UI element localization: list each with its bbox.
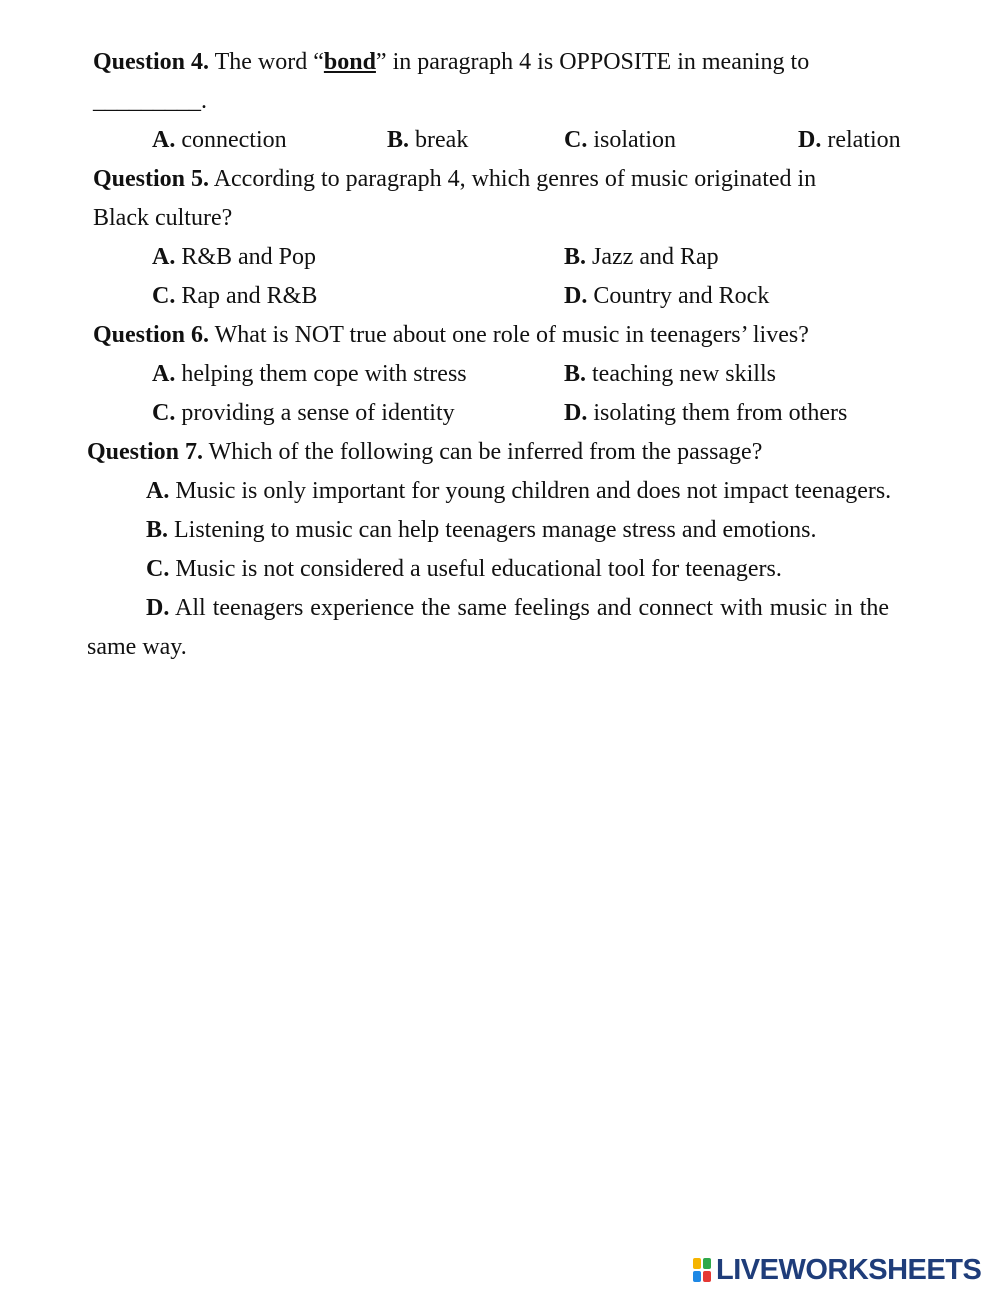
option-letter: C.	[564, 127, 588, 153]
question-6-text: What is NOT true about one role of music in teenagers’ lives?	[209, 322, 809, 348]
liveworksheets-logo-icon	[692, 1257, 712, 1283]
option-text: providing a sense of identity	[175, 400, 455, 426]
question-5-text: According to paragraph 4, which genres of music originated in	[209, 166, 817, 192]
option-letter: A.	[146, 478, 170, 504]
question-4-keyword: bond	[323, 49, 376, 75]
option-letter: A.	[152, 361, 176, 387]
option-letter: D.	[564, 400, 588, 426]
option-letter: D.	[798, 127, 822, 153]
option-letter: D.	[146, 595, 170, 621]
logo-square	[703, 1271, 711, 1282]
question-4-option-c[interactable]	[564, 125, 676, 155]
option-letter: B.	[146, 517, 169, 543]
question-4-option-d[interactable]	[798, 125, 901, 155]
option-text: All teenagers experience the same feelings and connect with music in the	[169, 595, 890, 621]
option-letter: D.	[564, 283, 588, 309]
option-text: helping them cope with stress	[175, 361, 467, 387]
option-text: R&B and Pop	[175, 244, 317, 270]
option-letter: C.	[152, 283, 176, 309]
option-text: connection	[175, 127, 287, 153]
logo-square	[703, 1258, 711, 1269]
option-text: isolation	[587, 127, 677, 153]
option-text: relation	[821, 127, 901, 153]
option-letter: A.	[152, 244, 176, 270]
question-4-option-b[interactable]	[387, 125, 468, 155]
logo-square	[693, 1258, 701, 1269]
question-5-option-b[interactable]	[564, 242, 719, 272]
liveworksheets-logo	[692, 1254, 981, 1286]
option-letter: B.	[564, 244, 587, 270]
question-4-text-after: ” in paragraph 4 is OPPOSITE in meaning to	[375, 49, 810, 75]
option-text: Rap and R&B	[175, 283, 318, 309]
question-5-label: Question 5.	[93, 166, 210, 192]
option-letter: B.	[387, 127, 410, 153]
question-4-blank: _________.	[93, 88, 207, 114]
option-text: Music is not considered a useful educational tool for teenagers.	[169, 556, 782, 582]
logo-square	[693, 1271, 701, 1282]
question-4-label: Question 4.	[93, 49, 210, 75]
option-text: Listening to music can help teenagers manage stress and emotions.	[168, 517, 817, 543]
question-6-option-a[interactable]	[152, 359, 467, 389]
option-letter: C.	[152, 400, 176, 426]
question-5-option-c[interactable]	[152, 281, 317, 311]
question-6-stem	[93, 320, 809, 350]
question-5-option-a[interactable]	[152, 242, 316, 272]
option-text: Jazz and Rap	[586, 244, 719, 270]
question-6-option-b[interactable]	[564, 359, 776, 389]
question-4-option-a[interactable]	[152, 125, 287, 155]
question-6-label: Question 6.	[93, 322, 210, 348]
question-5-stem	[93, 164, 816, 194]
option-letter: B.	[564, 361, 587, 387]
question-7-option-d[interactable]	[146, 593, 889, 623]
question-7-stem	[87, 437, 762, 467]
option-text: teaching new skills	[586, 361, 776, 387]
option-text: break	[409, 127, 469, 153]
option-text: Music is only important for young children and does not impact teenagers.	[169, 478, 892, 504]
question-6-option-c[interactable]	[152, 398, 455, 428]
question-7-option-d-continued: same way.	[87, 634, 187, 660]
question-5-stem-continued: Black culture?	[93, 205, 233, 231]
question-4-text-before: The word “	[209, 49, 324, 75]
question-4-stem	[93, 47, 809, 77]
liveworksheets-logo-text: LIVEWORKSHEETS	[716, 1253, 982, 1286]
option-text: Country and Rock	[587, 283, 770, 309]
option-text: isolating them from others	[587, 400, 848, 426]
question-7-option-c[interactable]	[146, 554, 782, 584]
question-7-option-b[interactable]	[146, 515, 817, 545]
question-7-label: Question 7.	[87, 439, 204, 465]
question-7-option-a[interactable]	[146, 476, 891, 506]
question-7-text: Which of the following can be inferred from the passage?	[203, 439, 763, 465]
question-5-option-d[interactable]	[564, 281, 769, 311]
option-letter: C.	[146, 556, 170, 582]
question-6-option-d[interactable]	[564, 398, 847, 428]
option-letter: A.	[152, 127, 176, 153]
